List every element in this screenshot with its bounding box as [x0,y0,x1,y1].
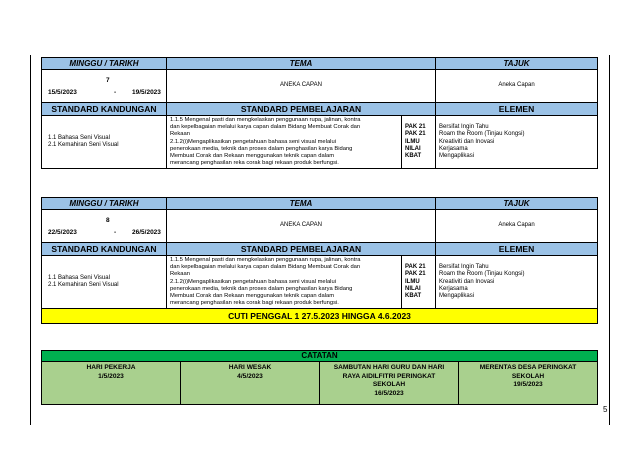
tema-value: ANEKA CAPAN [167,70,436,103]
week-date-cell [42,210,167,243]
tema-header: TEMA [167,58,436,70]
code-item: PAK 21 [405,263,426,270]
elemen-item: Mengaplikasi [439,153,475,160]
sp-text [167,256,402,309]
elemen-list [436,116,598,169]
week-table-7 [41,57,598,169]
catatan-line: SEKOLAH [372,381,406,388]
sp-line: 2.1.2(i)Mengaplikasikan pengetahuan bahasa seni visual melalui [170,138,336,145]
elemen-item: Bersifat Ingin Tahu [439,123,489,130]
code-item: PAK 21 [405,131,426,138]
tajuk-value: Aneka Capan [436,210,598,243]
elemen-codes [402,256,436,309]
elemen-header: ELEMEN [436,103,598,116]
catatan-line: 16/5/2023 [374,389,404,397]
catatan-item-hari-pekerja [42,362,181,405]
catatan-line: SAMBUTAN HARI GURU DAN HARI [333,364,445,371]
elemen-codes [402,116,436,169]
code-item: NILAI [405,285,421,292]
sp-line: dan kepelbagaian melalui karya capan dalam Bidang Membuat Corak dan [170,264,361,271]
catatan-line: RAYA AIDILFITRI PERINGKAT [342,372,436,380]
date-dash: - [114,89,117,96]
catatan-header: CATATAN [42,351,598,362]
catatan-item-hari-guru [320,362,459,405]
tajuk-header: TAJUK [436,198,598,210]
tajuk-header: TAJUK [436,58,598,70]
week-table-8 [41,197,598,324]
page-number: 5 [603,405,608,414]
elemen-list [436,256,598,309]
sp-line: Membuat Corak dan Rekaan menggunakan teknik capan dalam [170,293,335,300]
week-start-date: 22/5/2023 [48,229,77,236]
catatan-line: HARI WESAK [228,364,272,371]
elemen-item: Bersifat Ingin Tahu [439,263,489,270]
catatan-line: 19/5/2023 [513,381,543,388]
code-item: KBAT [405,153,422,160]
week-end-date: 19/5/2023 [132,89,161,96]
sp-line: merancang penghasilan reka corak bagi rekaan produk berfungsi. [170,300,339,307]
sp-line: Membuat Corak dan Rekaan menggunakan teknik capan dalam [170,153,335,160]
sp-line: 2.1.2(i)Mengaplikasikan pengetahuan bahasa seni visual melalui [170,278,336,285]
minggu-header: MINGGU / TARIKH [42,198,167,210]
elemen-item: Kerjasama [439,145,468,152]
catatan-line: SEKOLAH [511,372,545,380]
sk-item: 1.1 Bahasa Seni Visual [48,274,110,281]
sk-list [42,256,167,309]
elemen-item: Roam the Room (Tinjau Kongsi) [439,131,525,138]
catatan-item-merentas-desa [459,362,598,405]
week-number: 8 [106,217,110,224]
tema-value: ANEKA CAPAN [167,210,436,243]
sp-line: dan kepelbagaian melalui karya capan dalam Bidang Membuat Corak dan [170,124,361,131]
cuti-banner: CUTI PENGGAL 1 27.5.2023 HINGGA 4.6.2023 [42,309,598,324]
elemen-item: Kerjasama [439,285,468,292]
elemen-item: Kreativiti dan Inovasi [439,278,495,285]
sp-text [167,116,402,169]
sp-header: STANDARD PEMBELAJARAN [167,243,436,256]
catatan-item-hari-wesak [181,362,320,405]
sp-line: penerokaan media, teknik dan proses dalam penghasilan karya Bidang [170,285,353,292]
sp-line: 1.1.5 Mengenal pasti dan mengkelaskan penggunaan rupa, jalinan, kontra [170,257,361,263]
elemen-item: Roam the Room (Tinjau Kongsi) [439,271,525,278]
catatan-line: MERENTAS DESA PERINGKAT [479,364,577,371]
sk-header: STANDARD KANDUNGAN [42,103,167,116]
sk-item: 2.1 Kemahiran Seni Visual [48,142,119,149]
code-item: PAK 21 [405,271,426,278]
sp-header: STANDARD PEMBELAJARAN [167,103,436,116]
sp-line: 1.1.5 Mengenal pasti dan mengkelaskan penggunaan rupa, jalinan, kontra [170,117,361,123]
elemen-item: Kreativiti dan Inovasi [439,138,495,145]
code-item: ILMU [405,278,420,285]
date-dash: - [114,229,117,236]
sk-item: 1.1 Bahasa Seni Visual [48,134,110,141]
catatan-line: 4/5/2023 [237,372,263,380]
sp-line: merancang penghasilan reka corak bagi rekaan produk berfungsi. [170,160,339,167]
code-item: NILAI [405,145,421,152]
code-item: PAK 21 [405,123,426,130]
catatan-table [41,350,598,405]
elemen-header: ELEMEN [436,243,598,256]
tajuk-value: Aneka Capan [436,70,598,103]
catatan-line: 1/5/2023 [98,372,124,380]
sp-line: Rekaan [170,271,190,278]
week-end-date: 26/5/2023 [132,229,161,236]
week-date-cell [42,70,167,103]
sk-header: STANDARD KANDUNGAN [42,243,167,256]
page-frame [30,55,610,425]
minggu-header: MINGGU / TARIKH [42,58,167,70]
week-number: 7 [106,77,110,84]
elemen-item: Mengaplikasi [439,293,475,300]
catatan-line: HARI PEKERJA [86,364,136,371]
sp-line: penerokaan media, teknik dan proses dalam penghasilan karya Bidang [170,145,353,152]
code-item: KBAT [405,293,422,300]
sk-list [42,116,167,169]
sp-line: Rekaan [170,131,190,138]
code-item: ILMU [405,138,420,145]
sk-item: 2.1 Kemahiran Seni Visual [48,282,119,289]
tema-header: TEMA [167,198,436,210]
week-start-date: 15/5/2023 [48,89,77,96]
